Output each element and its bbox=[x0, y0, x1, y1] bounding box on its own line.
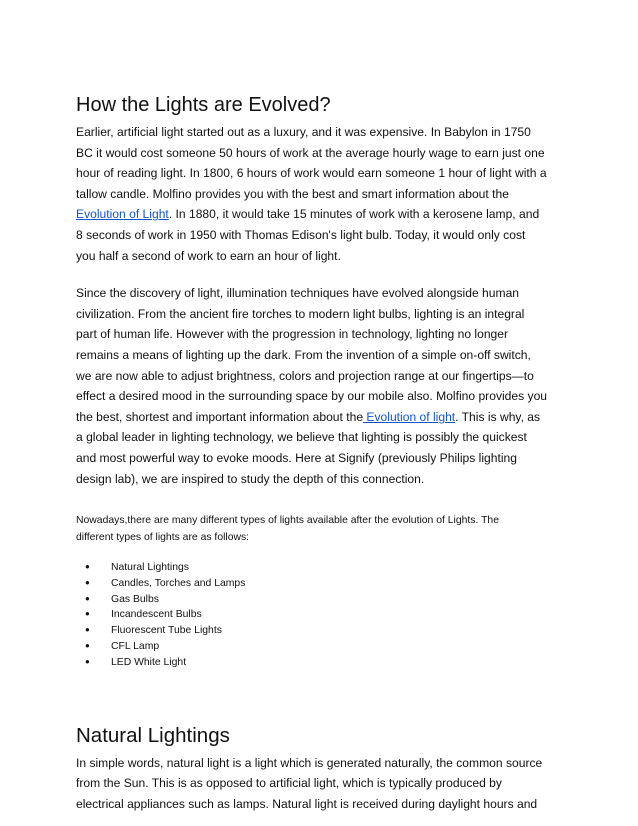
evolution-of-light-link[interactable]: Evolution of Light bbox=[76, 207, 169, 222]
text-line: remains a means of lighting up the dark. From the invention of a simple on-off switch, bbox=[76, 347, 531, 362]
text-line: we are now able to adjust brightness, colors and projection range at our fingertips—to bbox=[76, 368, 534, 383]
evolution-of-light-link-2[interactable]: Evolution of light bbox=[363, 409, 456, 424]
bullet-icon: ● bbox=[85, 609, 90, 619]
paragraph-types-intro bbox=[76, 512, 566, 546]
text-line: electrical appliances such as lamps. Natural light is received during daylight hours and bbox=[76, 796, 538, 811]
text-line: hour of reading light. In 1800, 6 hours of work would earn someone 1 hour of light with a bbox=[76, 166, 547, 181]
text-fragment: the best, shortest and important information about the bbox=[76, 409, 364, 424]
section-heading-natural-lightings: Natural Lightings bbox=[76, 723, 230, 747]
bullet-icon: ● bbox=[85, 656, 90, 666]
text-line: different types of lights are as follows: bbox=[76, 532, 250, 544]
text-line: a global leader in lighting technology, we believe that lighting is possibly the quickest bbox=[76, 430, 527, 445]
paragraph-natural-light bbox=[76, 753, 566, 815]
text-line bbox=[76, 204, 566, 225]
text-line bbox=[76, 407, 566, 428]
text-line: design lab), we are inspired to study the depth of this connection. bbox=[76, 471, 425, 486]
list-item-label: CFL Lamp bbox=[111, 641, 160, 653]
list-item bbox=[85, 592, 566, 608]
text-line: BC it would cost someone 50 hours of work at the average hourly wage to earn just one bbox=[76, 145, 545, 160]
list-item-label: Candles, Torches and Lamps bbox=[111, 577, 246, 589]
text-line: from the Sun. This is as opposed to artificial light, which is typically produced by bbox=[76, 776, 502, 791]
list-item-label: LED White Light bbox=[111, 656, 187, 668]
text-line: Since the discovery of light, illumination techniques have evolved alongside human bbox=[76, 286, 520, 301]
text-line: In simple words, natural light is a light which is generated naturally, the common source bbox=[76, 755, 543, 770]
text-line: tallow candle. Molfino provides you with the best and smart information about the bbox=[76, 186, 509, 201]
list-item bbox=[85, 576, 566, 592]
bullet-icon: ● bbox=[85, 577, 90, 587]
text-line: civilization. From the ancient fire torches to modern light bulbs, lighting is an integral bbox=[76, 306, 525, 321]
paragraph-spacer bbox=[76, 266, 566, 283]
text-line: and most powerful way to evoke moods. Here at Signify (previously Philips lighting bbox=[76, 450, 517, 465]
text-fragment: . This is why, as bbox=[455, 409, 541, 424]
text-fragment: . In 1880, it would take 15 minutes of work with a kerosene lamp, and bbox=[168, 207, 540, 222]
paragraph-discovery bbox=[76, 283, 566, 489]
list-item-label: Incandescent Bulbs bbox=[111, 609, 202, 621]
text-line: you half a second of work to earn an hour of light. bbox=[76, 248, 341, 263]
text-line: 8 seconds of work in 1950 with Thomas Edison's light bulb. Today, it would only cost bbox=[76, 227, 526, 242]
paragraph-history bbox=[76, 122, 566, 266]
bullet-icon: ● bbox=[85, 641, 90, 651]
list-item bbox=[85, 639, 566, 655]
list-item-label: Fluorescent Tube Lights bbox=[111, 625, 222, 637]
bullet-icon: ● bbox=[85, 593, 90, 603]
list-item-label: Natural Lightings bbox=[111, 562, 189, 574]
list-item bbox=[85, 560, 566, 576]
list-item bbox=[85, 623, 566, 639]
list-item-label: Gas Bulbs bbox=[111, 593, 159, 605]
list-item bbox=[85, 655, 566, 671]
bullet-icon: ● bbox=[85, 562, 90, 572]
text-line: part of human life. However with the progression in technology, lighting no longer bbox=[76, 327, 509, 342]
text-line: effect a desired mood in the surrounding space by our mobile also. Molfino provides you bbox=[76, 389, 548, 404]
list-item bbox=[85, 607, 566, 623]
text-line: Earlier, artificial light started out as a luxury, and it was expensive. In Babylon in 1750 bbox=[76, 125, 531, 139]
bullet-icon: ● bbox=[85, 625, 90, 635]
document-page bbox=[76, 92, 566, 814]
paragraph-spacer bbox=[76, 489, 566, 512]
section-heading-evolution: How the Lights are Evolved? bbox=[76, 94, 331, 116]
light-types-list bbox=[76, 560, 566, 671]
text-line: Nowadays,there are many different types of lights available after the evolution of Lights. The bbox=[76, 515, 499, 527]
